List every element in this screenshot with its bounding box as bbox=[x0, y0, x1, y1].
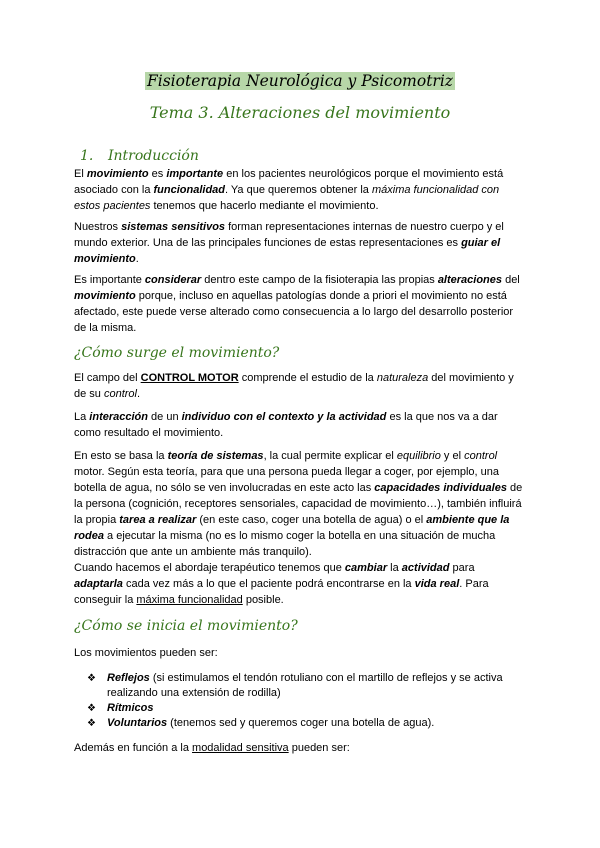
paragraph-movimientos-pueden-ser: Los movimientos pueden ser: bbox=[74, 647, 218, 659]
section-heading-como-se-inicia: ¿Cómo se inicia el movimiento? bbox=[74, 618, 298, 634]
paragraph-modalidad-sensitiva: Además en función a la modalidad sensitiva pueden ser: bbox=[74, 742, 350, 754]
movement-types-list bbox=[74, 671, 526, 731]
paragraph-teoria-sistemas: En esto se basa la teoría de sistemas, la cual permite explicar el equilibrio y el control motor. Según esta teoría, para que una persona pueda llegar a coger, por ejemplo, una botella de agua, no sólo se ven involucradas en este acto las capacidades individuales de la persona (cognición, receptores sensoriales, capacidad de movimiento…), también influirá la propia tarea a realizar (en este caso, coger una botella de agua) o el ambiente que la rodea a ejecutar la misma (no es lo mismo coger la botella en una situación de mucha distracción que ante un ambiente más tranquilo). bbox=[74, 450, 523, 558]
paragraph-interaccion: La interacción de un individuo con el contexto y la actividad es la que nos va a dar como resultado el movimiento. bbox=[74, 411, 498, 439]
list-item: ❖ Reflejos (si estimulamos el tendón rotuliano con el martillo de reflejos y se activa realizando una extensión de rodilla) bbox=[87, 672, 503, 699]
paragraph-abordaje: Cuando hacemos el abordaje terapéutico tenemos que cambiar la actividad para adaptarla cada vez más a lo que el paciente podrá encontrarse en la vida real. Para conseguir la máxima funcionalidad posible. bbox=[74, 562, 489, 606]
list-item: ❖ Voluntarios (tenemos sed y queremos coger una botella de agua). bbox=[87, 717, 435, 729]
section-heading-como-surge: ¿Cómo surge el movimiento? bbox=[74, 345, 280, 361]
document-title: Fisioterapia Neurológica y Psicomotriz bbox=[147, 72, 453, 90]
diamond-bullet-icon: ❖ bbox=[87, 718, 96, 729]
paragraph-control-motor: El campo del CONTROL MOTOR comprende el estudio de la naturaleza del movimiento y de su control. bbox=[74, 372, 514, 400]
paragraph-intro-1: El movimiento es importante en los pacientes neurológicos porque el movimiento está asociado con la funcionalidad. Ya que queremos obtener la máxima funcionalidad con estos pacientes tenemos que hacerlo mediante el movimiento. bbox=[74, 168, 504, 212]
diamond-bullet-icon: ❖ bbox=[87, 673, 96, 684]
list-item: ❖ Rítmicos bbox=[87, 702, 154, 714]
paragraph-intro-2: Nuestros sistemas sensitivos forman representaciones internas de nuestro cuerpo y el mundo exterior. Una de las principales funciones de estas representaciones es guiar el movimiento. bbox=[74, 221, 504, 265]
paragraph-intro-3: Es importante considerar dentro este campo de la fisioterapia las propias alteraciones del movimiento porque, incluso en aquellas patologías donde a priori el movimiento no está afectado, este puede verse alterado como consecuencia a lo largo del desarrollo posterior de la misma. bbox=[74, 274, 520, 334]
document-subtitle: Tema 3. Alteraciones del movimiento bbox=[149, 103, 451, 122]
section-heading-introduccion: 1. Introducción bbox=[80, 148, 199, 164]
diamond-bullet-icon: ❖ bbox=[87, 703, 96, 714]
